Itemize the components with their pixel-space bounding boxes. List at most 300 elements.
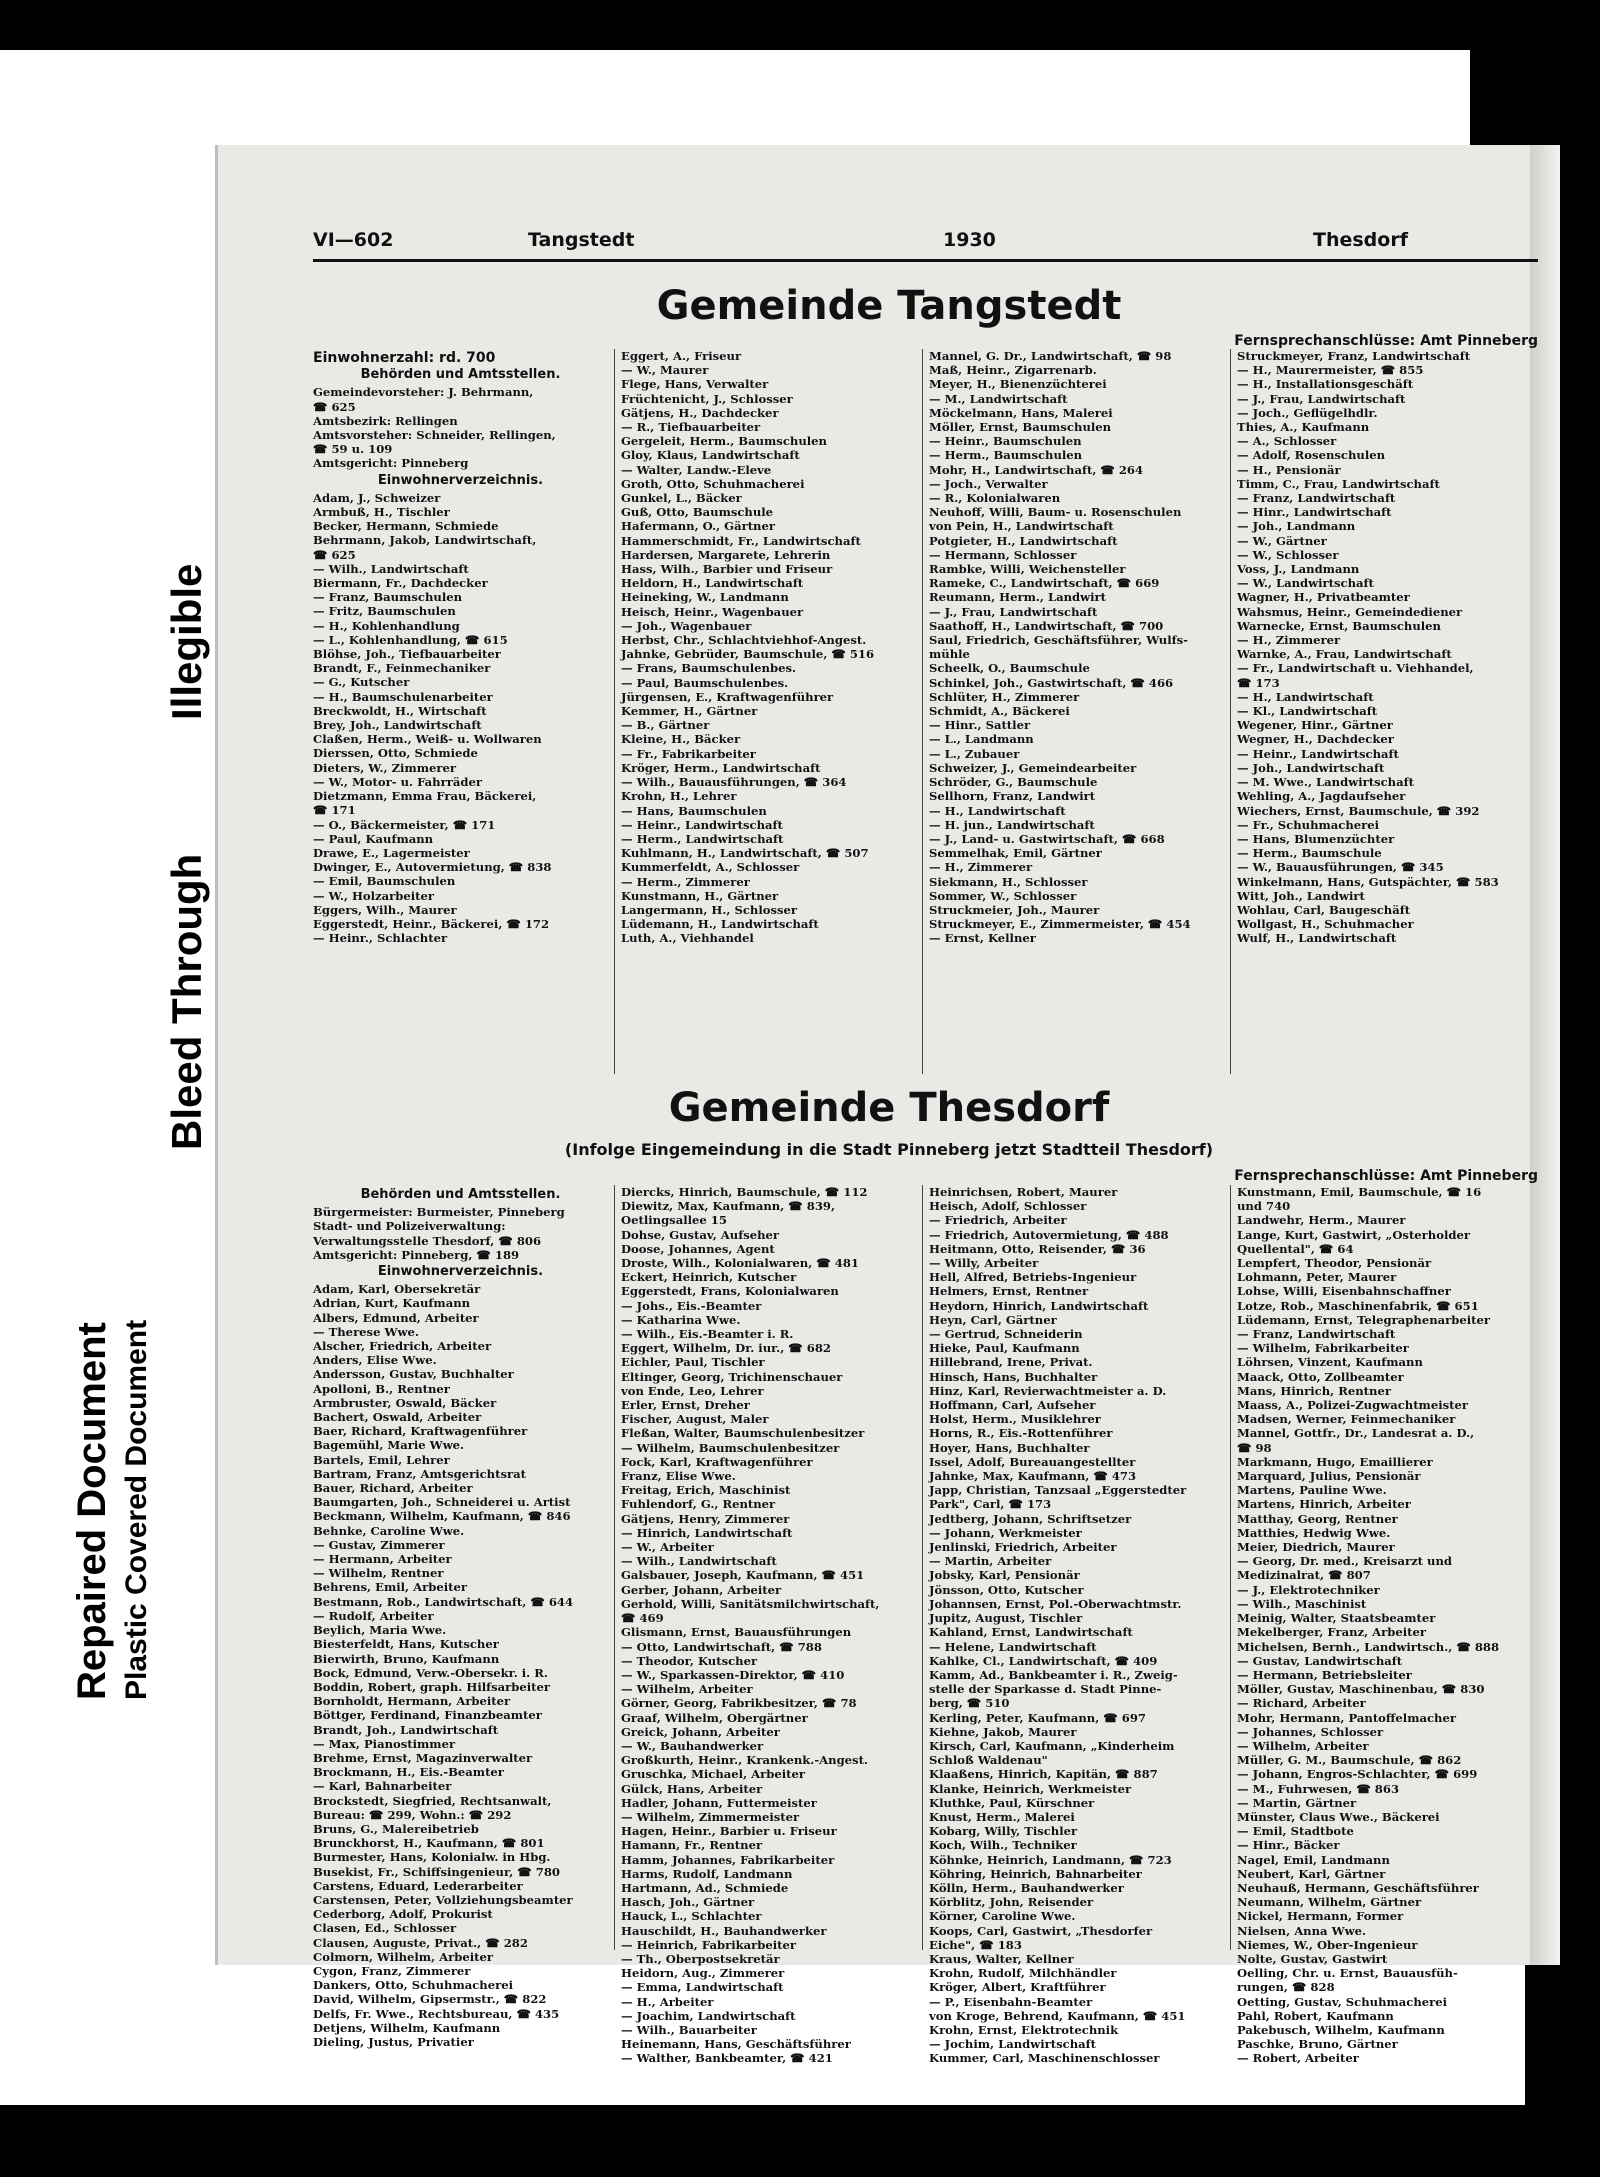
directory-entry: Guß, Otto, Baumschule [621,505,774,520]
directory-entry: Koch, Wilh., Techniker [929,1838,1077,1853]
directory-entry: — L., Zubauer [929,746,1020,761]
directory-entry: — Hans, Baumschulen [621,803,767,818]
directory-entry: Busekist, Fr., Schiffsingenieur, ☎ 780 [313,1864,560,1879]
directory-entry: Armbruster, Oswald, Bäcker [313,1395,497,1410]
directory-entry: Knust, Herm., Malerei [929,1809,1075,1824]
directory-entry: ☎ 625 [313,547,356,562]
directory-entry: — Fr., Landwirtschaft u. Viehhandel, [1237,661,1474,676]
directory-entry: Kleine, H., Bäcker [621,732,741,747]
directory-entry: — Adolf, Rosenschulen [1237,448,1386,463]
directory-entry: Hasch, Joh., Gärtner [621,1895,755,1910]
directory-entry: Kummer, Carl, Maschinenschlosser [929,2051,1160,2066]
directory-entry: — Frans, Baumschulenbes. [621,661,797,676]
directory-entry: — Wilhelm, Fabrikarbeiter [1237,1341,1409,1356]
directory-entry: Gätjens, Henry, Zimmerer [621,1511,790,1526]
directory-entry: Lange, Kurt, Gastwirt, „Osterholder [1237,1227,1470,1242]
directory-entry: Boddin, Robert, graph. Hilfsarbeiter [313,1679,550,1694]
directory-entry: — J., Frau, Landwirtschaft [1237,391,1406,406]
directory-entry: — Friedrich, Autovermietung, ☎ 488 [929,1227,1169,1242]
directory-entry: — Joachim, Landwirtschaft [621,2008,796,2023]
directory-entry: — Th., Oberpostsekretär [621,1951,780,1966]
directory-entry: Hardersen, Margarete, Lehrerin [621,547,831,562]
directory-entry: Kemmer, H., Gärtner [621,704,758,719]
directory-entry: David, Wilhelm, Gipsermstr., ☎ 822 [313,1992,547,2007]
thesdorf-list-2 [621,1185,916,2066]
tangstedt-col-3 [922,349,1230,1074]
directory-entry: Sommer, W., Schlosser [929,888,1077,903]
directory-entry: Maack, Otto, Zollbeamter [1237,1369,1404,1384]
directory-entry: Adam, Karl, Obersekretär [313,1282,481,1297]
directory-entry: Münster, Claus Wwe., Bäckerei [1237,1809,1440,1824]
tangstedt-title: Gemeinde Tangstedt [656,283,1122,329]
directory-entry: Böttger, Ferdinand, Finanzbeamter [313,1708,542,1723]
directory-entry: Carstens, Eduard, Lederarbeiter [313,1878,523,1893]
directory-entry: Issel, Adolf, Bureauangestellter [929,1454,1136,1469]
directory-entry: Eggerstedt, Frans, Kolonialwaren [621,1284,839,1299]
directory-entry: Bruns, G., Malereibetrieb [313,1821,479,1836]
directory-entry: — Fr., Schuhmacherei [1237,817,1380,832]
directory-entry: Bartram, Franz, Amtsgerichtsrat [313,1466,526,1481]
tangstedt-columns [313,349,1538,1074]
directory-entry: Wiechers, Ernst, Baumschule, ☎ 392 [1237,803,1480,818]
directory-entry: — Heinr., Schlachter [313,931,448,946]
thesdorf-list-1 [313,1282,608,2049]
directory-entry: Eggert, A., Friseur [621,349,742,363]
directory-entry: Kunstmann, Emil, Baumschule, ☎ 16 [1237,1185,1482,1199]
thesdorf-col-3 [922,1185,1230,2066]
directory-entry: Gruschka, Michael, Arbeiter [621,1767,805,1782]
directory-entry: Mannel, Gottfr., Dr., Landesrat a. D., [1237,1426,1475,1441]
directory-entry: — B., Gärtner [621,718,710,733]
directory-entry: Adrian, Kurt, Kaufmann [313,1296,471,1311]
directory-entry: Quellental", ☎ 64 [1237,1241,1354,1256]
thesdorf-behoerden-list [313,1205,608,1262]
directory-entry: Gerhold, Willi, Sanitätsmilchwirtschaft, [621,1596,880,1611]
directory-entry: — Johs., Eis.-Beamter [621,1298,762,1313]
directory-entry: Amtsbezirk: Rellingen [313,413,458,428]
directory-entry: — Karl, Bahnarbeiter [313,1779,452,1794]
directory-entry: Warnke, A., Frau, Landwirtschaft [1237,647,1452,662]
directory-entry: Bierwirth, Bruno, Kaufmann [313,1651,500,1666]
directory-entry: — Heinrich, Fabrikarbeiter [621,1937,796,1952]
directory-entry: — Emil, Stadtbote [1237,1824,1354,1839]
thesdorf-list-4 [1237,1185,1532,2066]
directory-entry: — Wilh., Landwirtschaft [621,1554,777,1569]
directory-entry: ☎ 173 [1237,675,1280,690]
directory-entry: — Hermann, Schlosser [929,547,1077,562]
directory-entry: Kuhlmann, H., Landwirtschaft, ☎ 507 [621,846,869,861]
directory-entry: Eggers, Wilh., Maurer [313,902,457,917]
directory-entry: — H., Kohlenhandlung [313,618,460,633]
directory-entry: Kirsch, Carl, Kaufmann, „Kinderheim [929,1738,1175,1753]
directory-entry: Mohr, Hermann, Pantoffelmacher [1237,1710,1456,1725]
directory-entry: Saul, Friedrich, Geschäftsführer, Wulfs- [929,633,1188,648]
directory-entry: — Hermann, Betriebsleiter [1237,1667,1412,1682]
directory-entry: Fleßan, Walter, Baumschulenbesitzer [621,1426,865,1441]
directory-entry: — R., Tiefbauarbeiter [621,420,761,435]
directory-entry: rungen, ☎ 828 [1237,1980,1335,1995]
directory-entry: — Fritz, Baumschulen [313,604,456,619]
directory-entry: und 740 [1237,1199,1291,1214]
directory-entry: Winkelmann, Hans, Gutspächter, ☎ 583 [1237,874,1499,889]
directory-entry: Krohn, Ernst, Elektrotechnik [929,2022,1119,2037]
directory-entry: Hass, Wilh., Barbier und Friseur [621,562,833,577]
directory-entry: — A., Schlosser [1237,434,1337,449]
directory-entry: Landwehr, Herm., Maurer [1237,1213,1406,1228]
directory-entry: Bornholdt, Hermann, Arbeiter [313,1694,511,1709]
directory-entry: Jobsky, Karl, Pensionär [929,1568,1080,1583]
directory-entry: Anders, Elise Wwe. [313,1353,437,1368]
directory-entry: Glismann, Ernst, Bauausführungen [621,1625,852,1640]
directory-entry: — R., Kolonialwaren [929,491,1061,506]
directory-entry: Wegner, H., Dachdecker [1237,732,1394,747]
tangstedt-population: Einwohnerzahl: rd. 700 [313,350,496,366]
directory-entry: Brockstedt, Siegfried, Rechtsanwalt, [313,1793,552,1808]
directory-entry: Fuhlendorf, G., Rentner [621,1497,776,1512]
directory-entry: Hadler, Johann, Futtermeister [621,1795,817,1810]
directory-entry: Hauschildt, H., Bauhandwerker [621,1923,827,1938]
directory-entry: Greick, Johann, Arbeiter [621,1724,780,1739]
directory-entry: Eichler, Paul, Tischler [621,1355,765,1370]
directory-entry: Schweizer, J., Gemeindearbeiter [929,760,1137,775]
directory-entry: Gergeleit, Herm., Baumschulen [621,434,827,449]
directory-entry: — H., Maurermeister, ☎ 855 [1237,363,1424,378]
directory-entry: Jahnke, Max, Kaufmann, ☎ 473 [929,1469,1137,1484]
directory-entry: Claßen, Herm., Weiß- u. Wollwaren [313,732,542,747]
directory-entry: — G., Kutscher [313,675,410,690]
directory-entry: — M., Fuhrwesen, ☎ 863 [1237,1781,1400,1796]
directory-entry: — Kl., Landwirtschaft [1237,704,1378,719]
directory-entry: Adam, J., Schweizer [313,490,441,505]
directory-entry: Maass, A., Polizei-Zugwachtmeister [1237,1398,1468,1413]
directory-entry: Gätjens, H., Dachdecker [621,405,779,420]
scan-border-bottom [0,2105,1600,2177]
directory-entry: Fischer, August, Maler [621,1412,769,1427]
thesdorf-list-3 [929,1185,1224,2066]
directory-entry: — Otto, Landwirtschaft, ☎ 788 [621,1639,822,1654]
directory-entry: Jönsson, Otto, Kutscher [929,1582,1084,1597]
directory-entry: Bureau: ☎ 299, Wohn.: ☎ 292 [313,1807,512,1822]
directory-entry: Galsbauer, Joseph, Kaufmann, ☎ 451 [621,1568,865,1583]
directory-entry: Eckert, Heinrich, Kutscher [621,1270,797,1285]
directory-entry: Wehling, A., Jagdaufseher [1237,789,1406,804]
directory-entry: Wulf, H., Landwirtschaft [1237,931,1397,946]
label-plastic-covered: Plastic Covered Document [120,1319,153,1700]
directory-entry: — Johann, Werkmeister [929,1525,1082,1540]
directory-entry: Hillebrand, Irene, Privat. [929,1355,1093,1370]
directory-entry: — Wilhelm, Arbeiter [1237,1738,1369,1753]
directory-entry: Lüdemann, H., Landwirtschaft [621,917,819,932]
directory-entry: Oetting, Gustav, Schuhmacherei [1237,1994,1448,2009]
directory-entry: Neumann, Wilhelm, Gärtner [1237,1895,1422,1910]
directory-entry: — Hinr., Bäcker [1237,1838,1340,1853]
directory-entry: Wahsmus, Heinr., Gemeindediener [1237,604,1463,619]
directory-entry: Behrmann, Jakob, Landwirtschaft, [313,533,537,548]
directory-entry: Droste, Wilh., Kolonialwaren, ☎ 481 [621,1256,859,1271]
directory-entry: Kunstmann, H., Gärtner [621,888,779,903]
directory-entry: — Martin, Gärtner [1237,1795,1357,1810]
directory-entry: Gerber, Johann, Arbeiter [621,1582,782,1597]
directory-entry: Hoffmann, Carl, Aufseher [929,1398,1096,1413]
directory-entry: Amtsgericht: Pinneberg [313,456,469,471]
page-ref: VI—602 [313,229,394,251]
directory-entry: Rameke, C., Landwirtschaft, ☎ 669 [929,576,1160,591]
directory-entry: Clasen, Ed., Schlosser [313,1921,457,1936]
directory-entry: Wollgast, H., Schuhmacher [1237,917,1414,932]
directory-entry: Groth, Otto, Schuhmacherei [621,476,805,491]
directory-entry: Nolte, Gustav, Gastwirt [1237,1951,1388,1966]
directory-entry: — P., Eisenbahn-Beamter [929,1994,1093,2009]
directory-entry: Heitmann, Otto, Reisender, ☎ 36 [929,1241,1146,1256]
directory-entry: Baumgarten, Joh., Schneiderei u. Artist [313,1495,571,1510]
directory-entry: Amtsvorsteher: Schneider, Rellingen, [313,428,556,443]
directory-entry: Neuhoff, Willi, Baum- u. Rosenschulen [929,505,1182,520]
directory-entry: ☎ 59 u. 109 [313,442,393,457]
directory-entry: Pakebusch, Wilhelm, Kaufmann [1237,2022,1445,2037]
directory-entry: — Gustav, Landwirtschaft [1237,1653,1403,1668]
directory-entry: — Wilh., Landwirtschaft [313,561,469,576]
directory-entry: Lüdemann, Ernst, Telegraphenarbeiter [1237,1312,1490,1327]
directory-entry: Flege, Hans, Verwalter [621,377,769,392]
directory-entry: Lohse, Willi, Eisenbahnschaffner [1237,1284,1451,1299]
directory-entry: Schinkel, Joh., Gastwirtschaft, ☎ 466 [929,675,1174,690]
directory-entry: — H., Landwirtschaft [929,803,1066,818]
directory-entry: Dankers, Otto, Schuhmacherei [313,1978,513,1993]
directory-entry: Dierssen, Otto, Schmiede [313,746,478,761]
directory-entry: Gemeindevorsteher: J. Behrmann, [313,385,534,400]
directory-entry: ☎ 469 [621,1611,664,1626]
directory-entry: Bürgermeister: Burmeister, Pinneberg [313,1205,565,1220]
directory-entry: — Franz, Landwirtschaft [1237,1327,1396,1342]
directory-entry: ☎ 171 [313,803,356,818]
directory-entry: Colmorn, Wilhelm, Arbeiter [313,1949,493,1964]
directory-entry: Horns, R., Eis.-Rottenführer [929,1426,1113,1441]
directory-entry: Kahland, Ernst, Landwirtschaft [929,1625,1133,1640]
directory-entry: Eggert, Wilhelm, Dr. iur., ☎ 682 [621,1341,831,1356]
directory-entry: — Joh., Wagenbauer [621,618,752,633]
directory-entry: — O., Bäckermeister, ☎ 171 [313,817,496,832]
directory-entry: — Herm., Landwirtschaft [621,831,784,846]
directory-entry: — Joh., Landwirtschaft [1237,760,1385,775]
header-right-place: Thesdorf [1313,229,1408,251]
directory-entry: Bock, Edmund, Verw.-Obersekr. i. R. [313,1665,548,1680]
directory-entry: — Johann, Engros-Schlachter, ☎ 699 [1237,1767,1478,1782]
directory-entry: Breckwoldt, H., Wirtschaft [313,703,487,718]
directory-entry: Fock, Karl, Kraftwagenführer [621,1454,813,1469]
directory-entry: Bauer, Richard, Arbeiter [313,1481,473,1496]
scan-border-right [1565,0,1600,2177]
directory-entry: Thies, A., Kaufmann [1237,420,1370,435]
directory-entry: Köhring, Heinrich, Bahnarbeiter [929,1866,1142,1881]
directory-entry: Johannsen, Ernst, Pol.-Oberwachtmstr. [929,1596,1182,1611]
directory-entry: Schröder, G., Baumschule [929,775,1098,790]
directory-entry: Bestmann, Rob., Landwirtschaft, ☎ 644 [313,1594,574,1609]
directory-entry: Brunckhorst, H., Kaufmann, ☎ 801 [313,1836,545,1851]
directory-entry: Andersson, Gustav, Buchhalter [313,1367,514,1382]
directory-entry: Brandt, F., Feinmechaniker [313,661,491,676]
directory-entry: — Johannes, Schlosser [1237,1724,1384,1739]
directory-entry: Mans, Hinrich, Rentner [1237,1383,1391,1398]
directory-entry: berg, ☎ 510 [929,1696,1010,1711]
header-left-place: Tangstedt [528,229,635,251]
label-illegible: Illegible [163,563,210,720]
directory-entry: Heisch, Adolf, Schlosser [929,1199,1087,1214]
directory-entry: Krohn, H., Lehrer [621,789,737,804]
thesdorf-title: Gemeinde Thesdorf [668,1085,1110,1131]
directory-entry: Hamann, Fr., Rentner [621,1838,763,1853]
directory-entry: Meinig, Walter, Staatsbeamter [1237,1611,1436,1626]
directory-entry: Mohr, H., Landwirtschaft, ☎ 264 [929,462,1144,477]
directory-entry: — H. jun., Landwirtschaft [929,817,1095,832]
directory-entry: Struckmeyer, E., Zimmermeister, ☎ 454 [929,917,1191,932]
directory-entry: Brandt, Joh., Landwirtschaft [313,1722,499,1737]
directory-entry: Meier, Diedrich, Maurer [1237,1540,1395,1555]
directory-entry: Heyn, Carl, Gärtner [929,1312,1057,1327]
directory-entry: Herbst, Chr., Schlachtviehhof-Angest. [621,633,867,648]
directory-entry: Jahnke, Gebrüder, Baumschule, ☎ 516 [621,647,875,662]
directory-entry: — Wilh., Bauausführungen, ☎ 364 [621,775,847,790]
directory-entry: — Rudolf, Arbeiter [313,1608,434,1623]
directory-entry: — Hermann, Arbeiter [313,1552,452,1567]
directory-entry: Stadt- und Polizeiverwaltung: [313,1219,506,1234]
directory-entry: Müller, G. M., Baumschule, ☎ 862 [1237,1753,1462,1768]
directory-entry: Scheelk, O., Baumschule [929,661,1090,676]
directory-entry: — W., Schlosser [1237,547,1339,562]
directory-entry: — J., Elektrotechniker [1237,1582,1380,1597]
directory-entry: Warnecke, Ernst, Baumschulen [1237,618,1441,633]
directory-entry: Kerling, Peter, Kaufmann, ☎ 697 [929,1710,1146,1725]
directory-entry: Becker, Hermann, Schmiede [313,519,499,534]
directory-entry: Jenlinski, Friedrich, Arbeiter [929,1540,1117,1555]
directory-entry: Madsen, Werner, Feinmechaniker [1237,1412,1456,1427]
directory-entry: Paschke, Bruno, Gärtner [1237,2037,1398,2052]
directory-entry: Biesterfeldt, Hans, Kutscher [313,1637,499,1652]
directory-entry: Verwaltungsstelle Thesdorf, ☎ 806 [313,1233,542,1248]
directory-entry: — Theodor, Kutscher [621,1653,758,1668]
directory-entry: Martens, Hinrich, Arbeiter [1237,1497,1411,1512]
directory-entry: Görner, Georg, Fabrikbesitzer, ☎ 78 [621,1696,857,1711]
directory-entry: — Wilhelm, Rentner [313,1566,444,1581]
directory-entry: — W., Bauhandwerker [621,1738,764,1753]
directory-entry: stelle der Sparkasse d. Stadt Pinne- [929,1682,1162,1697]
directory-entry: Kraus, Walter, Kellner [929,1951,1074,1966]
header-year: 1930 [943,229,996,251]
directory-entry: Park", Carl, ☎ 173 [929,1497,1052,1512]
directory-entry: Nagel, Emil, Landmann [1237,1852,1390,1867]
directory-entry: — W., Gärtner [1237,533,1327,548]
tangstedt-col-1 [313,349,614,1074]
directory-entry: Michelsen, Bernh., Landwirtsch., ☎ 888 [1237,1639,1500,1654]
directory-entry: — Therese Wwe. [313,1324,419,1339]
tangstedt-phone-note: Fernsprechanschlüsse: Amt Pinneberg [1234,333,1538,349]
directory-entry: Eiche", ☎ 183 [929,1937,1022,1952]
directory-entry: — Franz, Baumschulen [313,590,463,605]
directory-entry: — Heinr., Baumschulen [929,434,1082,449]
thesdorf-behoerden-heading: Behörden und Amtsstellen. [360,1187,561,1202]
directory-entry: — H., Arbeiter [621,1994,714,2009]
condition-labels [70,470,210,1730]
directory-entry: Heineking, W., Landmann [621,590,789,605]
directory-entry: Mannel, G. Dr., Landwirtschaft, ☎ 98 [929,349,1172,363]
directory-entry: Heinrichsen, Robert, Maurer [929,1185,1118,1199]
directory-entry: — Walther, Bankbeamter, ☎ 421 [621,2051,833,2066]
directory-entry: Dietzmann, Emma Frau, Bäckerei, [313,789,537,804]
directory-entry: — H., Landwirtschaft [1237,689,1374,704]
label-bleed-through: Bleed Through [163,853,210,1150]
directory-entry: Kröger, Albert, Kraftführer [929,1980,1106,1995]
directory-entry: Lempfert, Theodor, Pensionär [1237,1256,1432,1271]
directory-entry: — Hans, Blumenzüchter [1237,831,1395,846]
directory-entry: Löhrsen, Vinzent, Kaufmann [1237,1355,1423,1370]
directory-entry: Kölln, Herm., Bauhandwerker [929,1880,1124,1895]
directory-entry: Lohmann, Peter, Maurer [1237,1270,1397,1285]
directory-entry: Schlüter, H., Zimmerer [929,689,1080,704]
directory-entry: Markmann, Hugo, Emaillierer [1237,1454,1433,1469]
directory-entry: Drawe, E., Lagermeister [313,845,470,860]
thesdorf-col-2 [614,1185,922,2066]
directory-entry: — Georg, Dr. med., Kreisarzt und [1237,1554,1453,1569]
tangstedt-list-1 [313,491,608,946]
directory-entry: — Gustav, Zimmerer [313,1537,445,1552]
directory-entry: Diercks, Hinrich, Baumschule, ☎ 112 [621,1185,868,1199]
directory-entry: — Paul, Baumschulenbes. [621,675,789,690]
directory-entry: Wohlau, Carl, Baugeschäft [1237,902,1411,917]
directory-entry: — Walter, Landw.-Eleve [621,462,772,477]
tangstedt-col-4 [1230,349,1538,1074]
directory-entry: Siekmann, H., Schlosser [929,874,1088,889]
directory-entry: Apolloni, B., Rentner [313,1381,450,1396]
directory-entry: — H., Pensionär [1237,462,1341,477]
directory-entry: Kröger, Herm., Landwirtschaft [621,760,821,775]
directory-entry: Oelling, Chr. u. Ernst, Bauausfüh- [1237,1966,1458,1981]
directory-entry: Gülck, Hans, Arbeiter [621,1781,763,1796]
directory-entry: von Ende, Leo, Lehrer [621,1383,764,1398]
directory-entry: mühle [929,647,970,662]
directory-entry: Heidorn, Aug., Zimmerer [621,1966,785,1981]
directory-entry: Langermann, H., Schlosser [621,902,797,917]
directory-entry: Delfs, Fr. Wwe., Rechtsbureau, ☎ 435 [313,2006,560,2021]
directory-entry: Heisch, Heinr., Wagenbauer [621,604,804,619]
directory-entry: — W., Arbeiter [621,1540,714,1555]
directory-entry: — Wilh., Bauarbeiter [621,2022,757,2037]
directory-entry: — H., Zimmerer [1237,633,1341,648]
directory-entry: Hell, Alfred, Betriebs-Ingenieur [929,1270,1137,1285]
directory-entry: Behnke, Caroline Wwe. [313,1523,465,1538]
thesdorf-verzeichnis-heading: Einwohnerverzeichnis. [377,1264,544,1280]
tangstedt-verzeichnis-heading: Einwohnerverzeichnis. [377,472,544,488]
directory-entry: Bachert, Oswald, Arbeiter [313,1410,482,1425]
directory-entry: Brey, Joh., Landwirtschaft [313,718,482,733]
directory-entry: — Jochim, Landwirtschaft [929,2037,1096,2052]
directory-entry: Cygon, Franz, Zimmerer [313,1963,471,1978]
directory-entry: Struckmeyer, Franz, Landwirtschaft [1237,349,1471,363]
directory-entry: — W., Holzarbeiter [313,888,434,903]
directory-entry: Armbuß, H., Tischler [313,505,450,520]
directory-entry: — H., Zimmerer [929,860,1033,875]
directory-entry: — M., Landwirtschaft [929,391,1068,406]
directory-entry: Hafermann, O., Gärtner [621,519,775,534]
directory-entry: Hauck, L., Schlachter [621,1909,762,1924]
directory-entry: — Paul, Kaufmann [313,831,434,846]
directory-entry: Matthies, Hedwig Wwe. [1237,1525,1391,1540]
directory-entry: Brehme, Ernst, Magazinverwalter [313,1750,533,1765]
directory-entry: — Emil, Baumschulen [313,874,456,889]
directory-entry: Helmers, Ernst, Rentner [929,1284,1089,1299]
directory-entry: Marquard, Julius, Pensionär [1237,1469,1421,1484]
directory-entry: Eggerstedt, Heinr., Bäckerei, ☎ 172 [313,916,550,931]
directory-entry: Brockmann, H., Eis.-Beamter [313,1765,504,1780]
directory-entry: Witt, Joh., Landwirt [1237,888,1365,903]
